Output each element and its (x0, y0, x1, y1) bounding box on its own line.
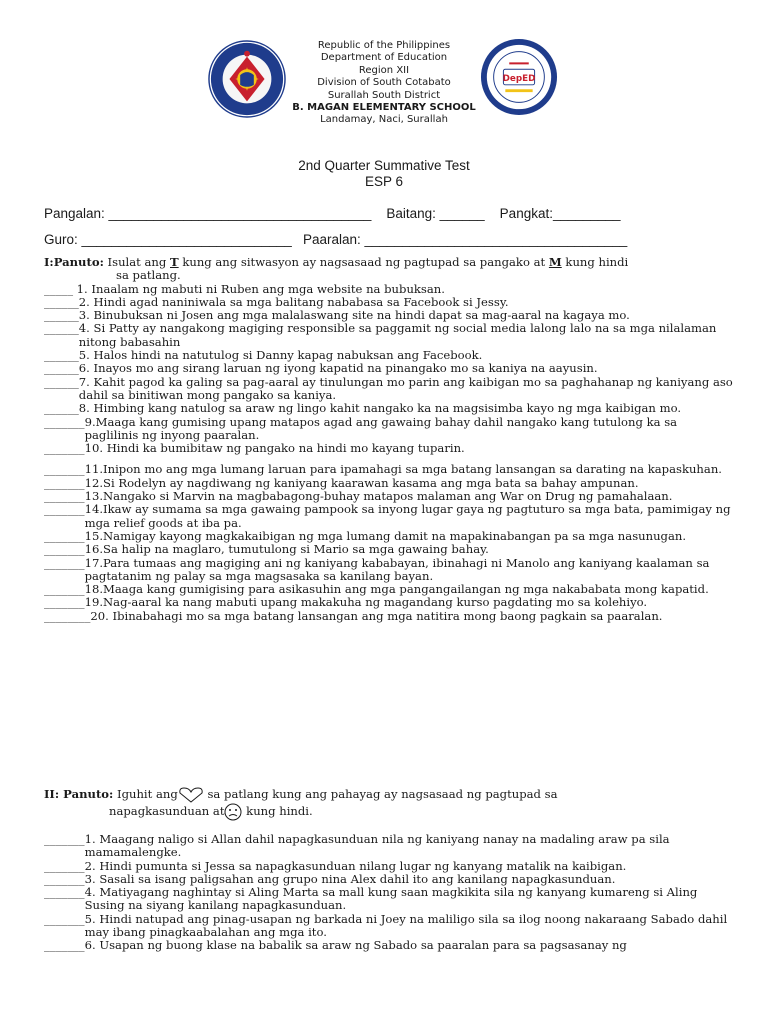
question-item (44, 402, 734, 415)
question-text: 18.Maaga kang gumigising para asikasuhin ang mga pangangailangan ng mga nakababata mong kapatid. (84, 582, 709, 597)
answer-blank[interactable]: ______ (44, 321, 79, 336)
question-item (44, 296, 734, 309)
part-2-directions (44, 787, 734, 821)
sad-face-icon (224, 803, 242, 821)
question-item (44, 477, 734, 490)
question-item (44, 583, 734, 596)
letterhead (0, 40, 768, 127)
answer-blank[interactable]: _______ (44, 462, 85, 477)
question-item (44, 416, 734, 443)
answer-blank[interactable]: _______ (44, 555, 85, 570)
part-2-label: II: Panuto: (44, 787, 114, 801)
question-text: 15.Namigay kayong magkakaibigan ng mga lumang damit na mapakinabangan pa sa mga nasunugan. (84, 528, 687, 543)
question-item (44, 530, 734, 543)
answer-blank[interactable]: ________ (44, 608, 91, 623)
part-1-directions (44, 256, 734, 283)
question-text: 17.Para tumaas ang magiging ani ng kaniyang kababayan, ibinahagi ni Manolo ang kaniyang kaalaman sa pagtatanim ng palay sa mga magsasaka sa kanilang bayan. (84, 555, 710, 583)
question-item (44, 503, 734, 530)
answer-blank[interactable]: _______ (44, 489, 85, 504)
school-name: B. MAGAN ELEMENTARY SCHOOL (292, 102, 476, 114)
mark-false: M (548, 255, 562, 269)
part-2-items (44, 833, 734, 953)
directions-text: Iguhit ang (113, 787, 178, 801)
question-item (44, 596, 734, 609)
answer-blank[interactable]: ______ (44, 401, 79, 416)
header-line-5: Surallah South District (327, 89, 441, 101)
header-line-3: Region XII (358, 64, 410, 76)
answer-blank[interactable]: _______ (44, 938, 85, 953)
answer-blank[interactable]: ______ (44, 308, 79, 323)
question-text: 1. Maagang naligo si Allan dahil napagkasunduan nila ng kaniyang nanay na madaling araw pa sila mamamalengke. (84, 832, 670, 860)
header-line-4: Division of South Cotabato (317, 77, 451, 89)
question-text: 1. Inaalam ng mabuti ni Ruben ang mga website na bubuksan. (76, 281, 445, 296)
question-text: 4. Matiyagang naghintay si Aling Marta sa mall kung saan magkikita sila ng kanyang kumareng si Aling Susing na siyang kanilang napagkasunduan. (84, 885, 698, 913)
answer-blank[interactable]: ______ (44, 294, 79, 309)
question-item (44, 322, 734, 349)
heart-icon (178, 787, 204, 803)
question-text: 4. Si Patty ay nangakong magiging responsible sa paggamit ng social media lalong lalo na sa mga nilalaman nitong babasahin (78, 321, 717, 349)
question-text: 5. Halos hindi na natutulog si Danny kapag nabuksan ang Facebook. (78, 348, 483, 363)
test-subject: ESP 6 (364, 174, 404, 189)
directions-text: napagkasunduan at (109, 804, 225, 818)
question-item (44, 362, 734, 375)
question-item (44, 490, 734, 503)
test-title-line-1: 2nd Quarter Summative Test (298, 158, 470, 173)
directions-text: sa patlang kung ang pahayag ay nagsasaad ng pagtupad sa (203, 787, 558, 801)
answer-blank[interactable]: _______ (44, 595, 85, 610)
directions-line-2 (44, 803, 734, 821)
question-text: 13.Nangako si Marvin na magbabagong-buhay matapos malaman ang War on Drug ng pamahalaan. (84, 489, 673, 504)
mark-true: T (170, 255, 179, 269)
question-item (44, 833, 734, 860)
school-address: Landamay, Naci, Surallah (320, 114, 448, 126)
question-text: 5. Hindi natupad ang pinag-usapan ng barkada ni Joey na maliligo sila sa ilog noong nakaraang Sabado dahil may ibang pinagkaabalahan ang mga ito. (84, 911, 728, 940)
question-item (44, 557, 734, 584)
answer-blank[interactable]: _______ (44, 858, 85, 873)
header-line-2: Department of Education (320, 52, 448, 64)
question-text: 14.Ikaw ay sumama sa mga gawaing pampook sa inyong lugar gaya ng pagtuturo sa mga bata, pamimigay ng mga relief goods at iba pa. (84, 502, 731, 530)
question-item (44, 873, 734, 886)
question-item (44, 543, 734, 556)
question-text: 16.Sa halip na maglaro, tumutulong si Mario sa mga gawaing bahay. (84, 542, 489, 557)
answer-blank[interactable]: ______ (44, 348, 79, 363)
question-text: 2. Hindi agad naniniwala sa mga balitang nababasa sa Facebook si Jessy. (78, 294, 509, 309)
answer-blank[interactable]: _______ (44, 871, 85, 886)
answer-blank[interactable]: ______ (44, 374, 79, 389)
teacher-school-row: Guro: ____________________________ Paaralan: ___________________________________ (44, 232, 628, 247)
question-item (44, 283, 734, 296)
question-item (44, 913, 734, 940)
question-item (44, 939, 734, 952)
question-item (44, 442, 734, 455)
question-text: 11.Inipon mo ang mga lumang laruan para ipamahagi sa mga batang lansangan sa darating na kapaskuhan. (84, 462, 722, 477)
part-2 (44, 787, 734, 953)
question-item (44, 886, 734, 913)
answer-blank[interactable]: _______ (44, 885, 85, 900)
answer-blank[interactable]: _______ (44, 582, 85, 597)
question-item (44, 349, 734, 362)
answer-blank[interactable]: _____ (44, 281, 77, 296)
answer-blank[interactable]: _______ (44, 832, 85, 846)
question-text: 7. Kahit pagod ka galing sa pag-aaral ay tinulungan mo parin ang kaibigan mo sa paghahanap ng kaniyang aso dahil sa binitiwan mong pangako sa kaniya. (78, 374, 733, 402)
directions-text: Isulat ang (103, 255, 170, 269)
question-text: 2. Hindi pumunta si Jessa sa napagkasunduan nilang lugar ng kanyang matalik na kaibigan. (84, 858, 627, 873)
part-1-label: I:Panuto: (44, 255, 104, 269)
answer-blank[interactable]: _______ (44, 911, 85, 926)
answer-blank[interactable]: _______ (44, 441, 85, 456)
answer-blank[interactable]: _______ (44, 475, 85, 490)
question-item (44, 309, 734, 322)
directions-text: kung hindi. (242, 804, 313, 818)
answer-blank[interactable]: _______ (44, 502, 85, 517)
part-1 (44, 256, 734, 623)
school-logo-center-text: DepED (502, 73, 536, 84)
question-text: 12.Si Rodelyn ay nagdiwang ng kaniyang kaarawan kasama ang mga bata sa bahay ampunan. (84, 475, 639, 490)
part-1-items (44, 283, 734, 623)
answer-blank[interactable]: ______ (44, 361, 79, 376)
question-text: 9.Maaga kang gumising upang matapos agad ang gawaing bahay dahil nangako kang tutulong ka sa paglilinis ng inyong paaralan. (84, 414, 678, 442)
header-line-1: Republic of the Philippines (317, 40, 451, 51)
question-item (44, 463, 734, 476)
question-text: 3. Sasali sa isang paligsahan ang grupo nina Alex dahil ito ang kanilang napagkasunduan. (84, 871, 616, 886)
directions-text: kung hindi (561, 255, 629, 269)
question-item (44, 376, 734, 403)
name-grade-section-row: Pangalan: ___________________________________ Baitang: ______ Pangkat:_________ (44, 206, 621, 221)
test-title (0, 158, 768, 190)
question-text: 10. Hindi ka bumibitaw ng pangako na hindi mo kayang tuparin. (84, 441, 465, 456)
answer-blank[interactable]: _______ (44, 542, 85, 557)
question-item (44, 610, 734, 623)
answer-blank[interactable]: _______ (44, 414, 85, 429)
question-item (44, 860, 734, 873)
question-text: 3. Binubuksan ni Josen ang mga malalaswang site na hindi dapat sa mag-aaral na kagaya mo. (78, 308, 630, 323)
question-text: 6. Inayos mo ang sirang laruan ng iyong kapatid na pinangako mo sa kaniya na aayusin. (78, 361, 598, 376)
question-text: 19.Nag-aaral ka nang mabuti upang makakuha ng magandang kurso pagdating mo sa kolehiyo. (84, 595, 648, 610)
question-text: 20. Ibinabahagi mo sa mga batang lansangan ang mga natitira mong baong pagkain sa paaralan. (90, 608, 663, 623)
directions-text: kung ang sitwasyon ay nagsasaad ng pagtupad sa pangako at (178, 255, 549, 269)
directions-text: sa patlang. (116, 268, 181, 283)
question-text: 6. Usapan ng buong klase na babalik sa araw ng Sabado sa paaralan para sa pagsasanay ng (84, 938, 627, 953)
answer-blank[interactable]: _______ (44, 528, 85, 543)
question-text: 8. Himbing kang natulog sa araw ng lingo kahit nangako ka na magsisimba kayo ng mga kaibigan mo. (78, 401, 682, 416)
